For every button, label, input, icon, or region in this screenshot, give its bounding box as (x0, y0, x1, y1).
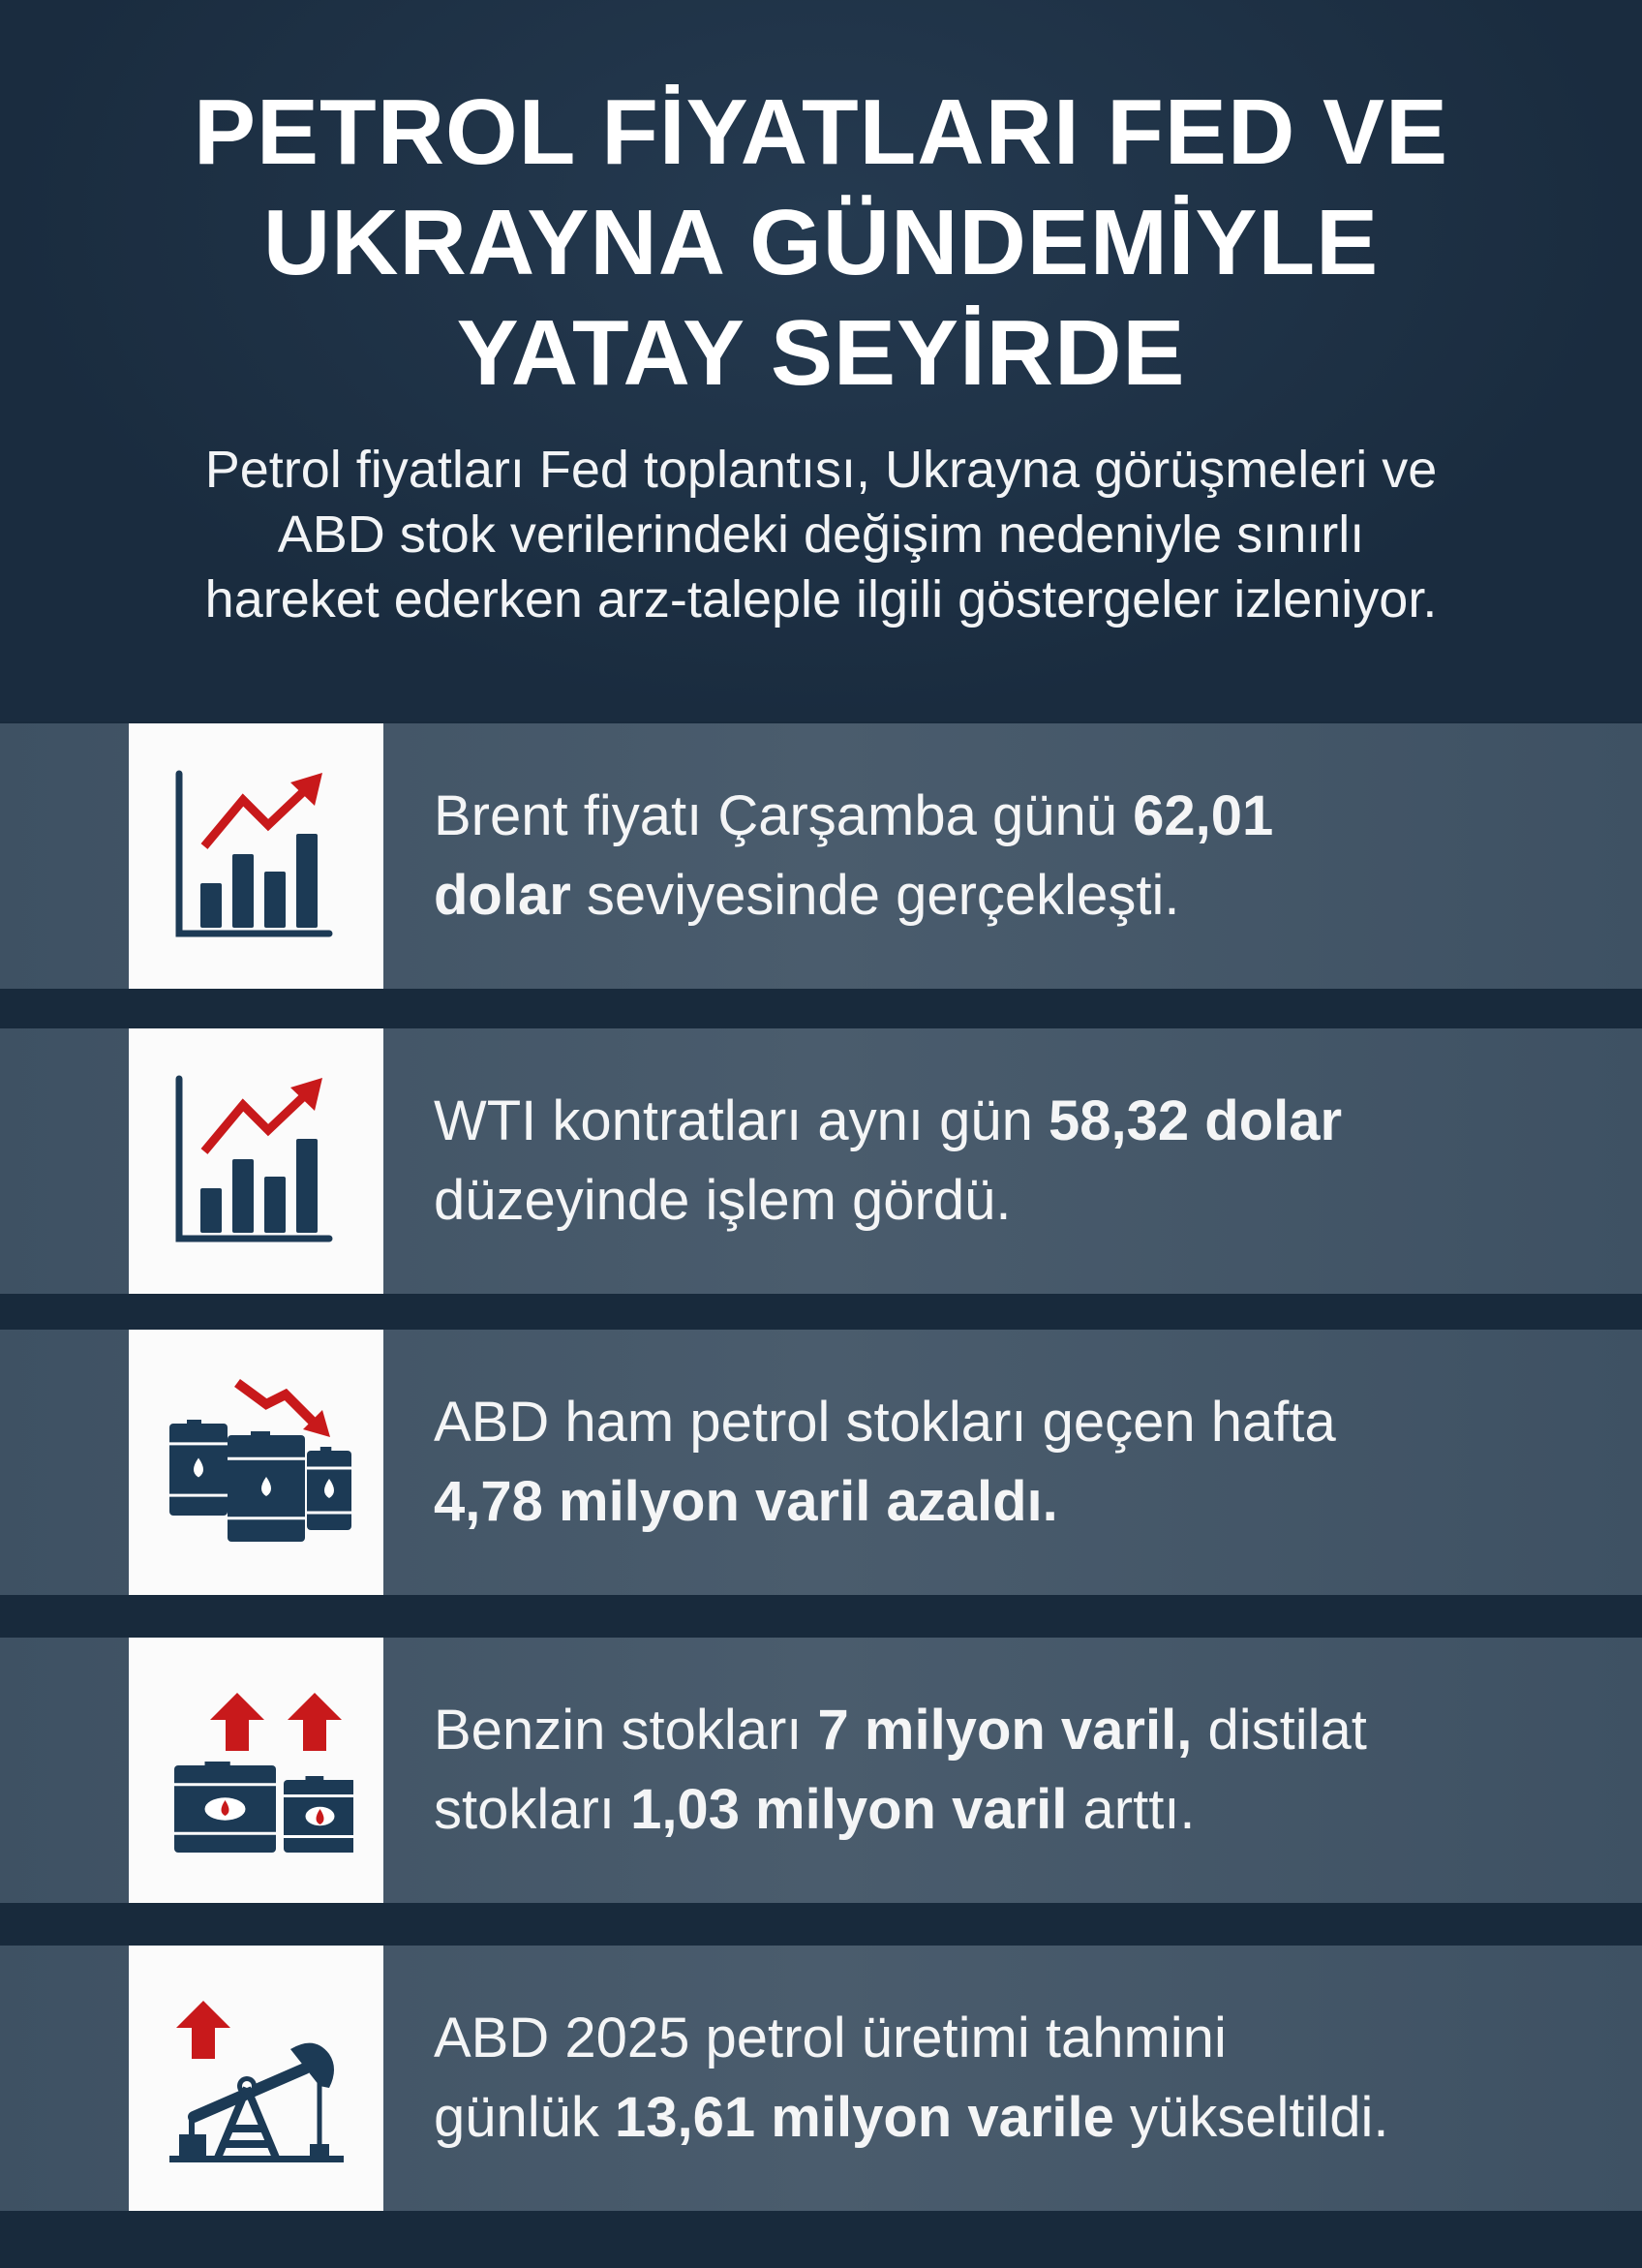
text-segment: distilat (1192, 1699, 1367, 1762)
text-segment: Brent fiyatı Çarşamba günü (434, 784, 1134, 847)
info-row (0, 1028, 1642, 1294)
header (0, 0, 1642, 721)
highlight-value: dolar (434, 864, 571, 927)
subtitle-line: hareket ederken arz-taleple ilgili göstergeler izleniyor. (204, 570, 1438, 628)
info-text-line (434, 1462, 1596, 1542)
subtitle (0, 438, 1642, 632)
text-segment: yükseltildi. (1113, 2086, 1389, 2149)
title-line: UKRAYNA GÜNDEMİYLE (262, 191, 1380, 294)
text-segment: ABD 2025 petrol üretimi tahmini (434, 2007, 1227, 2069)
bar-chart-up-icon (129, 1028, 383, 1294)
oil-barrels-down-icon (129, 1330, 383, 1595)
bar-chart-up-icon (129, 723, 383, 989)
text-segment: ABD ham petrol stokları geçen hafta (434, 1391, 1336, 1454)
subtitle-line: Petrol fiyatları Fed toplantısı, Ukrayna görüşmeleri ve (204, 441, 1438, 499)
info-text (434, 1028, 1596, 1294)
text-segment: Benzin stokları (434, 1699, 818, 1762)
text-segment: stokları (434, 1778, 631, 1841)
text-segment: düzeyinde işlem gördü. (434, 1169, 1012, 1232)
oil-pump-up-icon (129, 1946, 383, 2211)
info-text-line (434, 856, 1596, 935)
info-text-line (434, 1161, 1596, 1241)
highlight-value: 1,03 milyon varil (630, 1778, 1068, 1841)
info-text-line (434, 1383, 1596, 1462)
info-row (0, 1946, 1642, 2211)
info-text-line (434, 1770, 1596, 1850)
info-row (0, 1638, 1642, 1903)
text-segment: günlük (434, 2086, 616, 2149)
subtitle-line: ABD stok verilerindeki değişim nedeniyle sınırlı (277, 506, 1365, 564)
info-text (434, 1330, 1596, 1595)
title-line: YATAY SEYİRDE (456, 301, 1186, 405)
info-text-line (434, 777, 1596, 856)
page-title (0, 77, 1642, 409)
info-text (434, 1638, 1596, 1903)
info-row (0, 723, 1642, 989)
highlight-value: 4,78 milyon varil azaldı. (434, 1470, 1058, 1533)
info-text (434, 1946, 1596, 2211)
info-text-line (434, 2078, 1596, 2158)
info-text (434, 723, 1596, 989)
text-segment: arttı. (1067, 1778, 1196, 1841)
info-row (0, 1330, 1642, 1595)
info-text-line (434, 1999, 1596, 2078)
text-segment: seviyesinde gerçekleşti. (570, 864, 1180, 927)
highlight-value: 13,61 milyon varile (615, 2086, 1114, 2149)
highlight-value: 62,01 (1133, 784, 1274, 847)
text-segment: WTI kontratları aynı gün (434, 1089, 1049, 1152)
highlight-value: 58,32 dolar (1049, 1089, 1343, 1152)
info-text-line (434, 1082, 1596, 1161)
highlight-value: 7 milyon varil, (817, 1699, 1193, 1762)
title-line: PETROL FİYATLARI FED VE (193, 80, 1449, 184)
info-text-line (434, 1691, 1596, 1770)
oil-barrels-up-icon (129, 1638, 383, 1903)
